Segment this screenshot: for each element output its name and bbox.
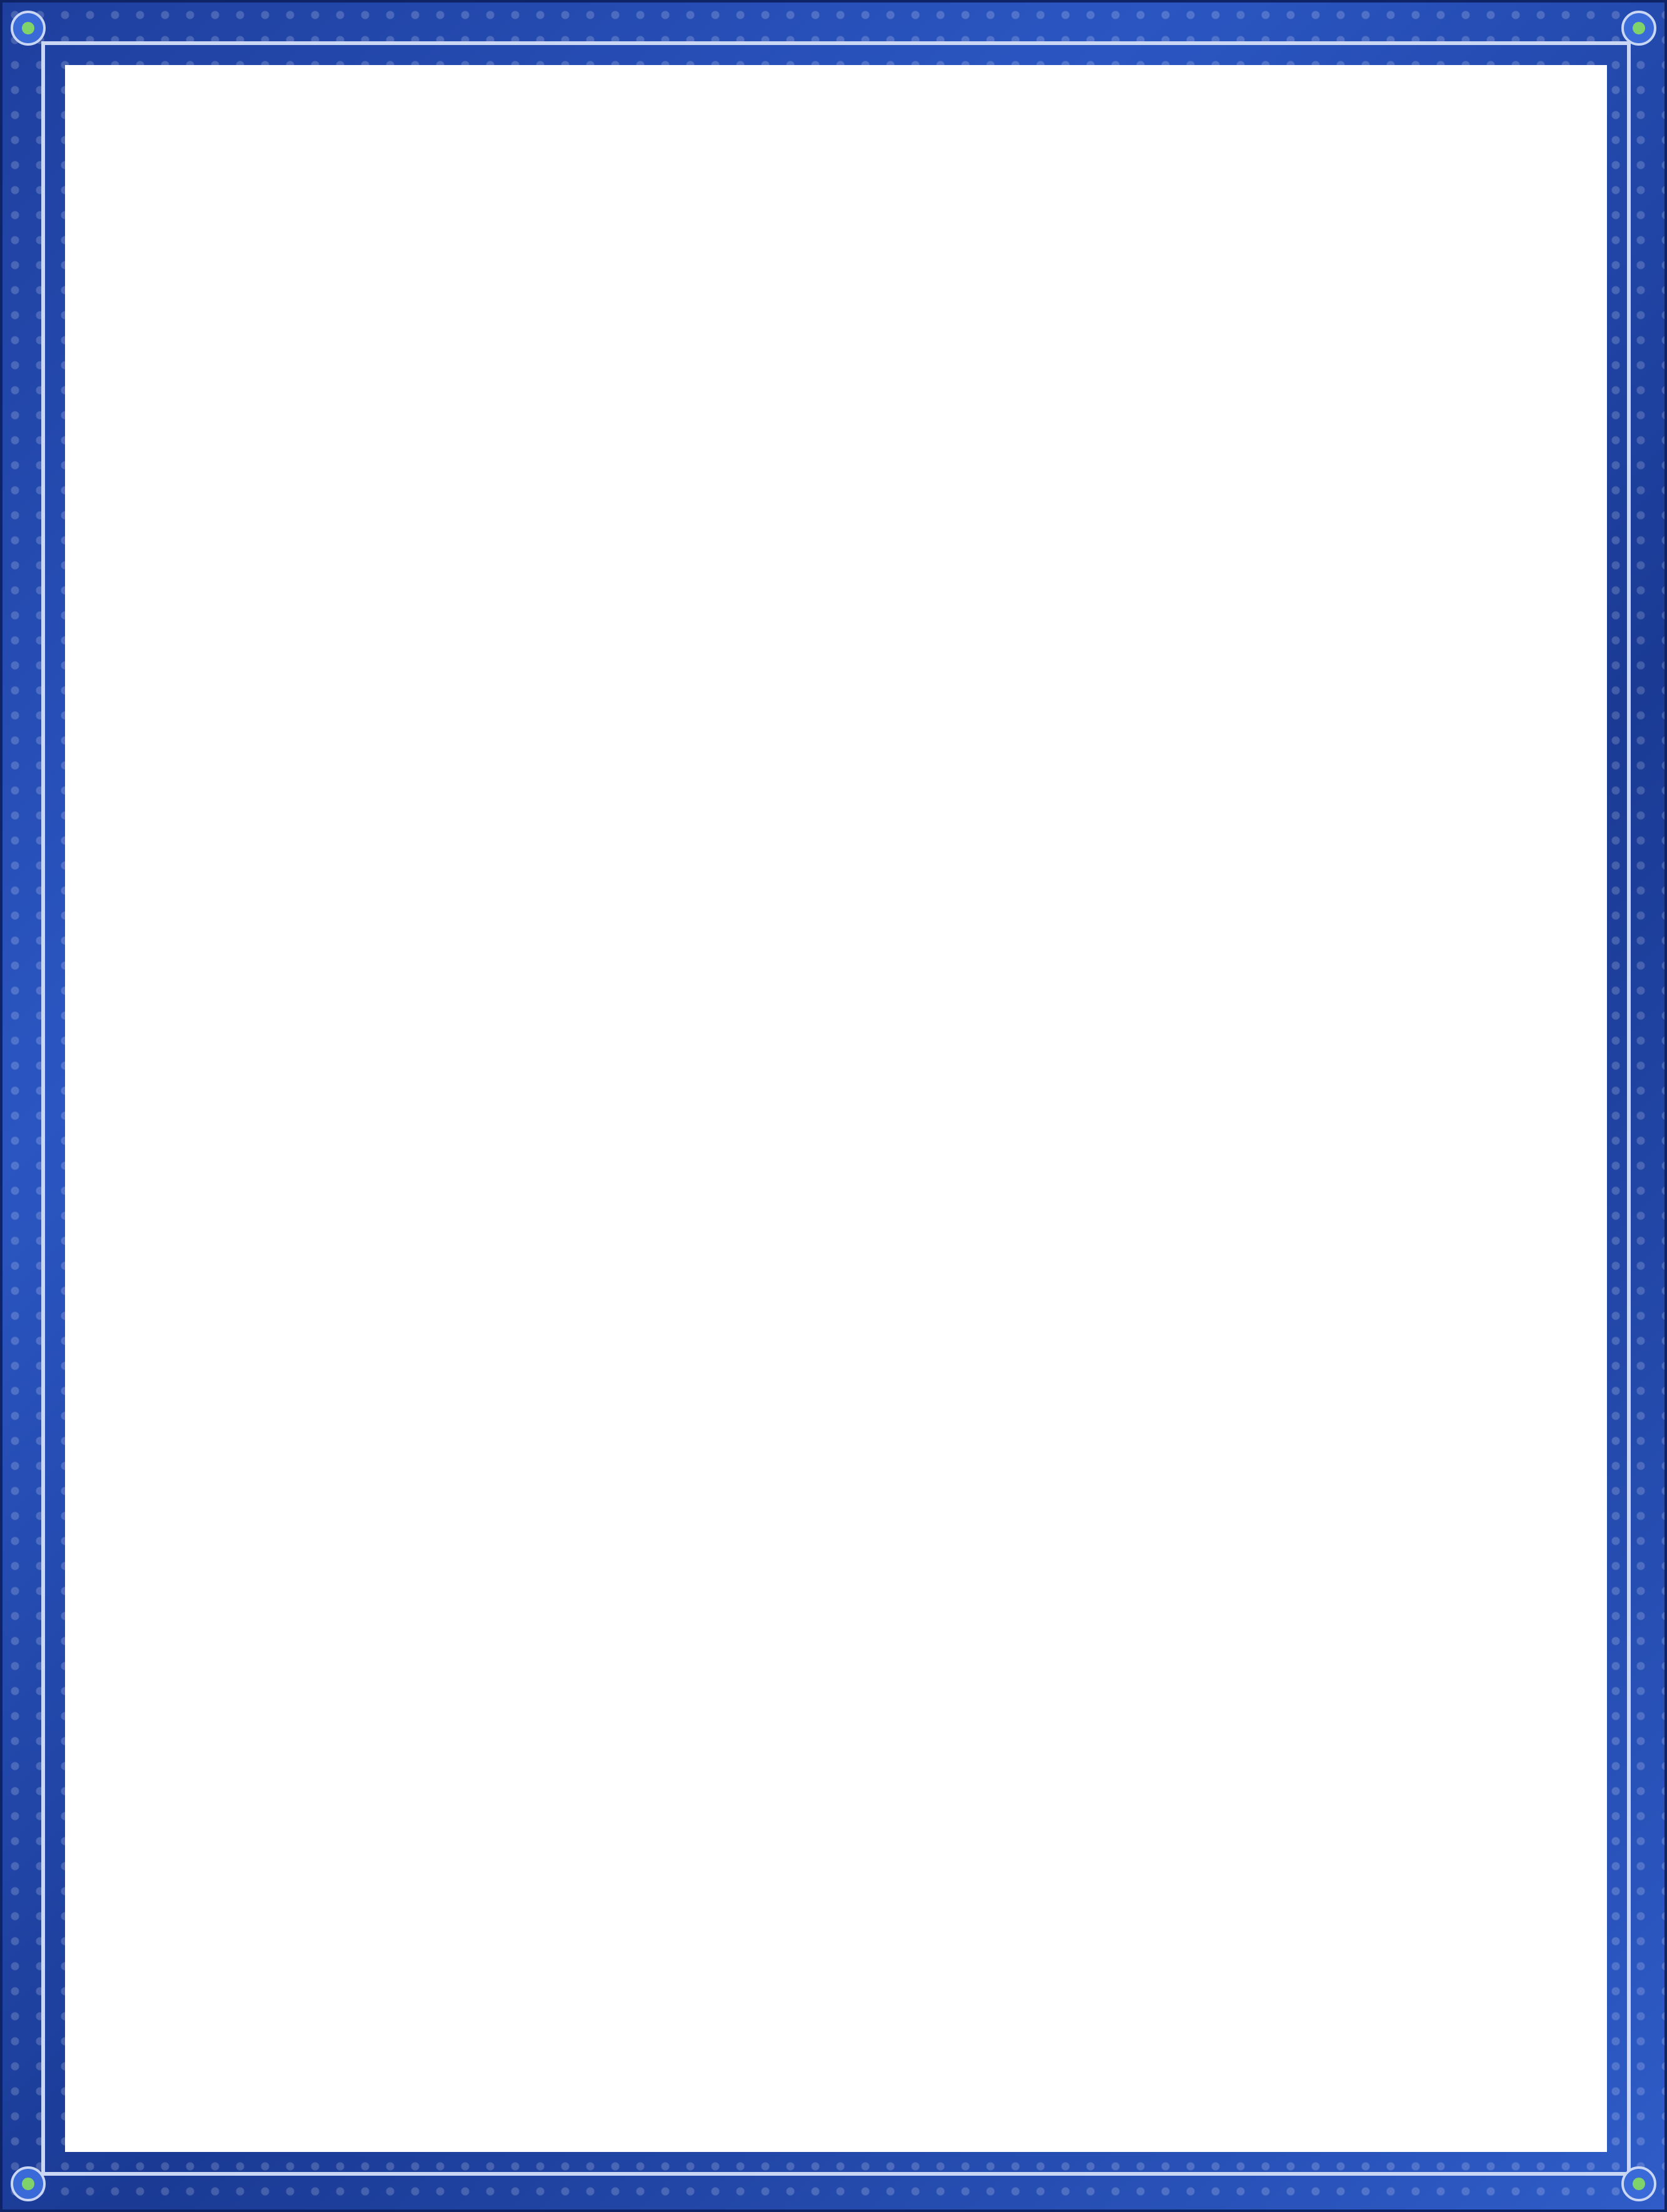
corner-ornament-icon (6, 2162, 50, 2206)
corner-ornament-icon (1617, 2162, 1661, 2206)
corner-ornament-icon (1617, 6, 1661, 50)
corner-ornament-icon (6, 6, 50, 50)
page-content-panel (65, 65, 1607, 2152)
